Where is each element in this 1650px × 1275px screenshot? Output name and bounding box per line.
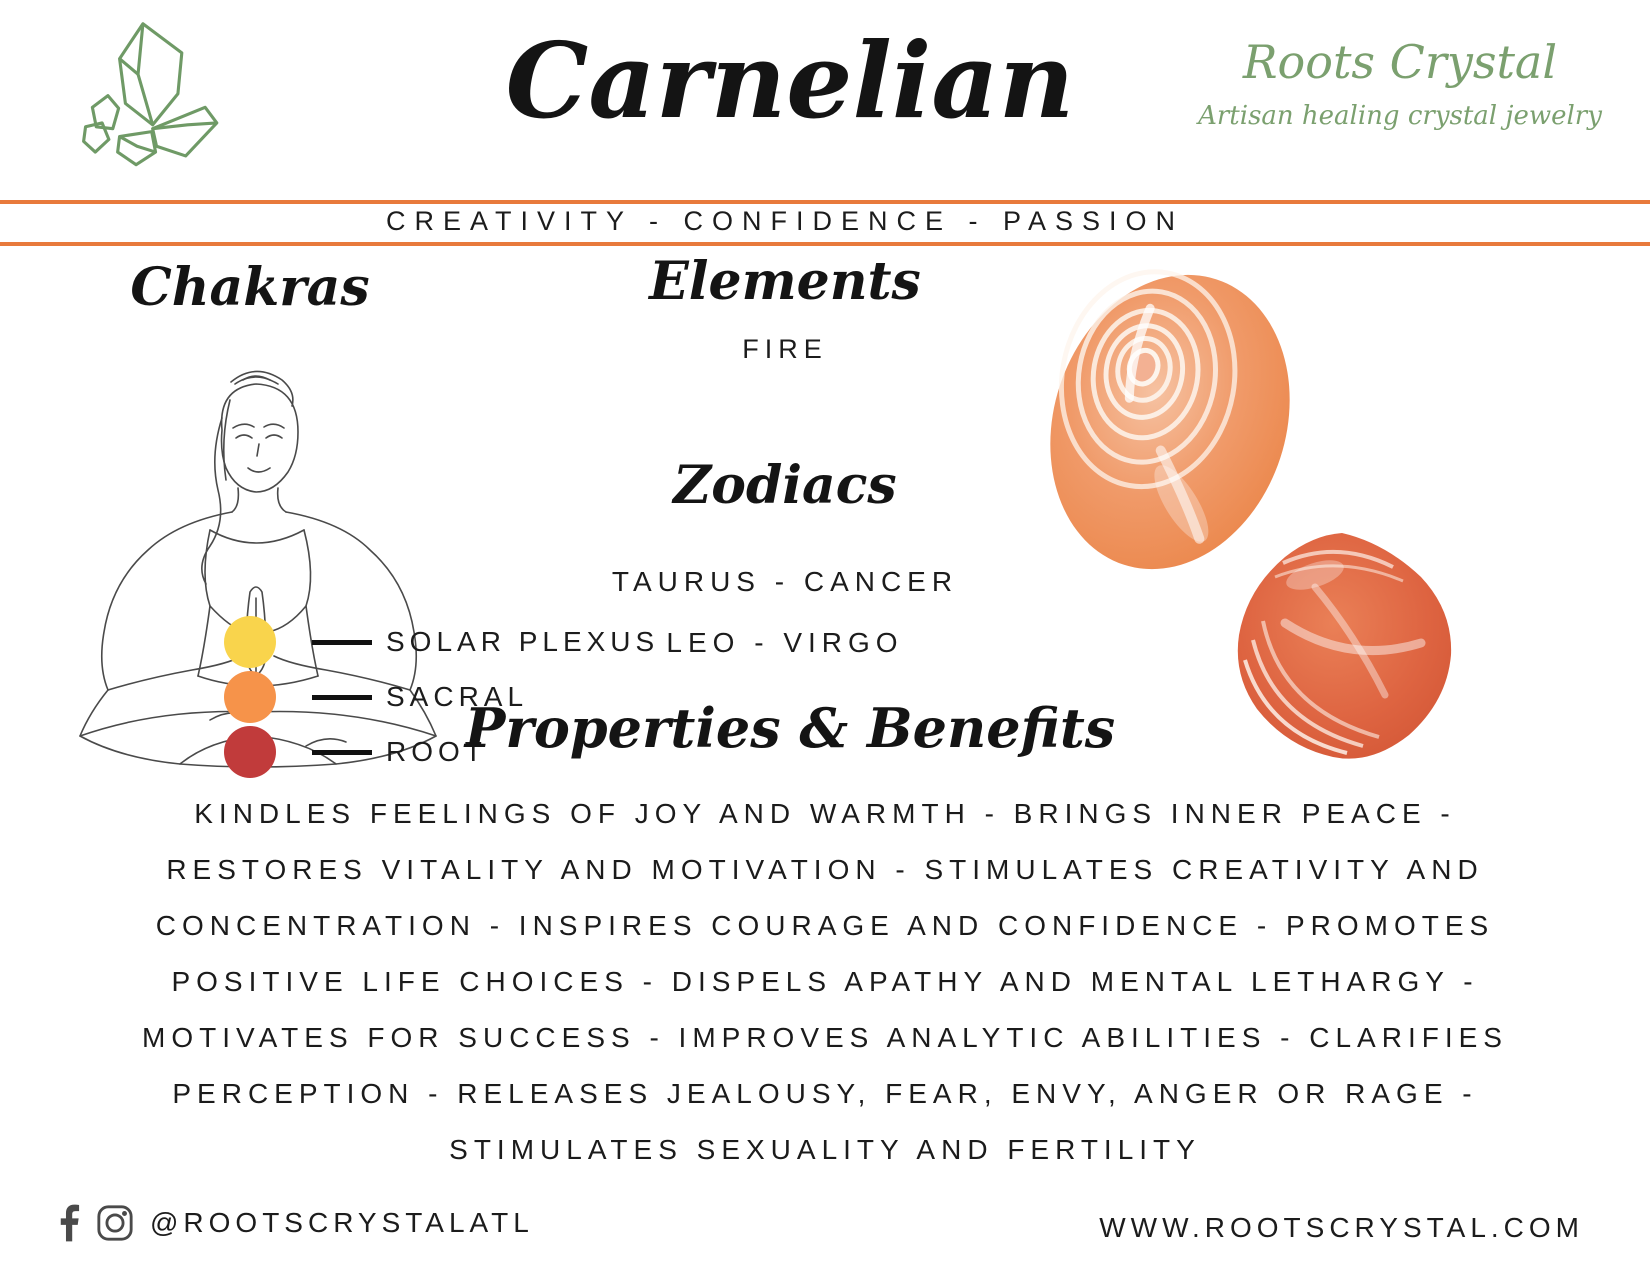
properties-line: RESTORES VITALITY AND MOTIVATION - STIMULATES CREATIVITY AND: [166, 854, 1484, 885]
root-dot: [224, 726, 276, 778]
brand-tagline: Artisan healing crystal jewelry: [1198, 100, 1602, 131]
root-pointer-line: [312, 750, 372, 755]
page-title: Carnelian: [505, 19, 1075, 142]
brand-block: [1170, 36, 1630, 131]
crystal-logo-icon: [55, 14, 225, 189]
zodiac-line-2: LEO - VIRGO: [666, 627, 904, 658]
website-url[interactable]: WWW.ROOTSCRYSTAL.COM: [1099, 1212, 1584, 1243]
solar-plexus-pointer-line: [312, 640, 372, 645]
root-label: ROOT: [386, 736, 487, 767]
elements-heading: Elements: [649, 251, 921, 312]
properties-line: STIMULATES SEXUALITY AND FERTILITY: [449, 1134, 1201, 1165]
properties-line: KINDLES FEELINGS OF JOY AND WARMTH - BRINGS INNER PEACE -: [194, 798, 1456, 829]
keywords-bar: CREATIVITY - CONFIDENCE - PASSION: [385, 206, 1185, 236]
divider-bottom: [0, 242, 1650, 246]
solar-plexus-dot: [224, 616, 276, 668]
properties-line: POSITIVE LIFE CHOICES - DISPELS APATHY AND MENTAL LETHARGY -: [171, 966, 1479, 997]
zodiacs-heading: Zodiacs: [673, 455, 897, 516]
sacral-label: SACRAL: [386, 681, 529, 712]
divider-top: [0, 200, 1650, 204]
properties-line: CONCENTRATION - INSPIRES COURAGE AND CONFIDENCE - PROMOTES: [155, 910, 1495, 941]
chakras-heading: Chakras: [130, 257, 370, 318]
properties-heading: Properties & Benefits: [464, 696, 1116, 760]
properties-line: MOTIVATES FOR SUCCESS - IMPROVES ANALYTIC ABILITIES - CLARIFIES: [142, 1022, 1508, 1053]
footer-social: [58, 1204, 534, 1242]
properties-body: [70, 786, 1580, 1178]
social-handle[interactable]: @ROOTSCRYSTALATL: [150, 1207, 534, 1238]
sacral-dot: [224, 671, 276, 723]
carnelian-stone-photo-2: [1225, 525, 1460, 770]
zodiac-line-1: TAURUS - CANCER: [611, 566, 959, 597]
chakra-row-solar-plexus: [224, 616, 659, 668]
element-value: FIRE: [742, 334, 828, 364]
instagram-icon[interactable]: [96, 1204, 134, 1242]
brand-name: Roots Crystal: [1242, 35, 1558, 89]
properties-line: PERCEPTION - RELEASES JEALOUSY, FEAR, ENVY, ANGER OR RAGE -: [172, 1078, 1478, 1109]
sacral-pointer-line: [312, 695, 372, 700]
solar-plexus-label: SOLAR PLEXUS: [386, 626, 660, 657]
facebook-icon[interactable]: [58, 1204, 80, 1242]
